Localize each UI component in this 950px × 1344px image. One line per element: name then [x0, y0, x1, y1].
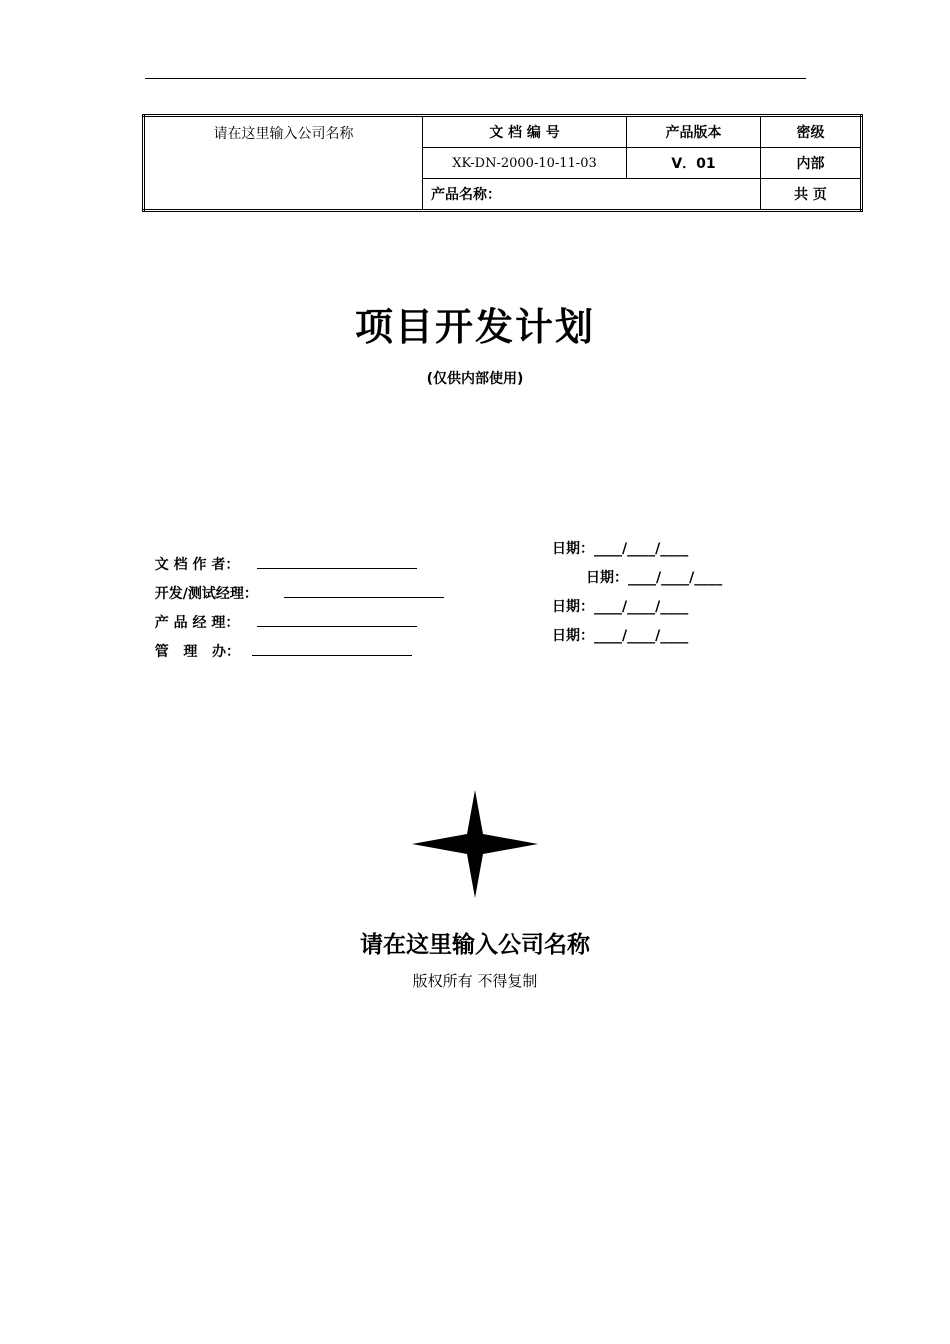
document-subtitle: (仅供内部使用) — [426, 371, 524, 387]
product-version-label: 产品版本 — [627, 116, 761, 148]
signature-label: 产 品 经 理： — [154, 615, 240, 631]
product-name-field[interactable]: 产品名称： — [423, 179, 761, 211]
signature-row-admin-office — [145, 625, 412, 661]
footer-company-name: 请在这里输入公司名称 — [360, 932, 590, 958]
signature-line[interactable] — [252, 654, 412, 656]
security-level-value[interactable]: 内部 — [761, 148, 862, 179]
document-title: 项目开发计划 — [354, 305, 595, 349]
total-pages-field[interactable]: 共 页 — [761, 179, 862, 211]
date-field[interactable]: 日期：____/____/____ — [552, 541, 689, 557]
date-field[interactable]: 日期：____/____/____ — [586, 570, 723, 586]
doc-number-label: 文 档 编 号 — [423, 116, 627, 148]
doc-number-value[interactable]: XK-DN-2000-10-11-03 — [423, 148, 627, 179]
security-level-label: 密级 — [761, 116, 862, 148]
signature-label: 开发/测试经理： — [154, 586, 258, 602]
top-rule — [145, 78, 806, 79]
signature-label: 管 理 办： — [154, 644, 240, 660]
copyright-notice: 版权所有 不得复制 — [412, 972, 538, 990]
document-header-table — [142, 114, 863, 212]
date-field[interactable]: 日期：____/____/____ — [552, 628, 689, 644]
company-name-cell[interactable]: 请在这里输入公司名称 — [144, 116, 423, 211]
version-value[interactable]: V．01 — [627, 148, 761, 179]
signature-label: 文 档 作 者： — [154, 557, 240, 573]
date-field[interactable]: 日期：____/____/____ — [552, 599, 689, 615]
four-point-star-logo-icon — [411, 788, 539, 900]
